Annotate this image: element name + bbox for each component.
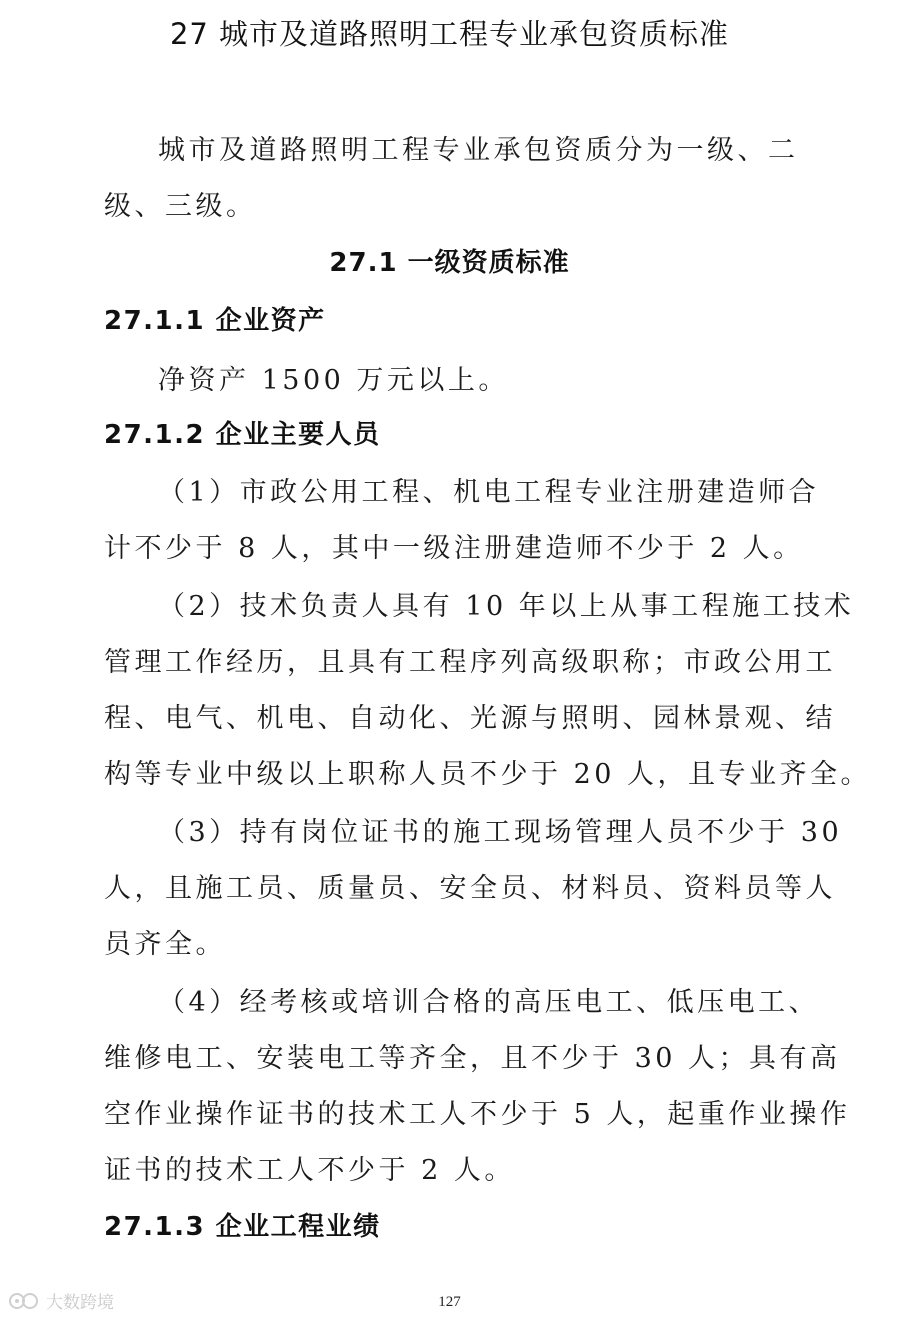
watermark-logo-icon [8, 1290, 42, 1312]
personnel-item-1-line-2: 计不少于 8 人，其中一级注册建造师不少于 2 人。 [104, 533, 804, 564]
personnel-item-3-line-3: 员齐全。 [104, 929, 226, 960]
section-heading: 27.1 一级资质标准 [329, 248, 570, 278]
subsection-heading-assets: 27.1.1 企业资产 [104, 306, 326, 336]
subsection-heading-personnel: 27.1.2 企业主要人员 [104, 420, 381, 450]
personnel-item-4-line-1: （4）经考核或培训合格的高压电工、低压电工、 [158, 987, 820, 1018]
personnel-item-2-line-1: （2）技术负责人具有 10 年以上从事工程施工技术 [158, 591, 855, 622]
intro-line-1: 城市及道路照明工程专业承包资质分为一级、二 [158, 135, 799, 166]
personnel-item-2-line-2: 管理工作经历，且具有工程序列高级职称；市政公用工 [104, 647, 836, 678]
subsection-heading-performance: 27.1.3 企业工程业绩 [104, 1212, 381, 1242]
page-title: 27 城市及道路照明工程专业承包资质标准 [169, 17, 730, 51]
personnel-item-4-line-2: 维修电工、安装电工等齐全，且不少于 30 人；具有高 [104, 1043, 841, 1074]
personnel-item-1-line-1: （1）市政公用工程、机电工程专业注册建造师合 [158, 477, 820, 508]
watermark [8, 1288, 114, 1313]
personnel-item-2-line-4: 构等专业中级以上职称人员不少于 20 人，且专业齐全。 [104, 759, 872, 790]
page-number: 127 [438, 1294, 461, 1310]
intro-line-2: 级、三级。 [104, 191, 257, 222]
watermark-text: 大数跨境 [46, 1293, 114, 1313]
personnel-item-4-line-4: 证书的技术工人不少于 2 人。 [104, 1155, 515, 1186]
personnel-item-2-line-3: 程、电气、机电、自动化、光源与照明、园林景观、结 [104, 703, 836, 734]
personnel-item-3-line-2: 人，且施工员、质量员、安全员、材料员、资料员等人 [104, 873, 836, 904]
personnel-item-3-line-1: （3）持有岗位证书的施工现场管理人员不少于 30 [158, 817, 843, 848]
assets-line: 净资产 1500 万元以上。 [158, 365, 509, 396]
personnel-item-4-line-3: 空作业操作证书的技术工人不少于 5 人，起重作业操作 [104, 1099, 851, 1130]
